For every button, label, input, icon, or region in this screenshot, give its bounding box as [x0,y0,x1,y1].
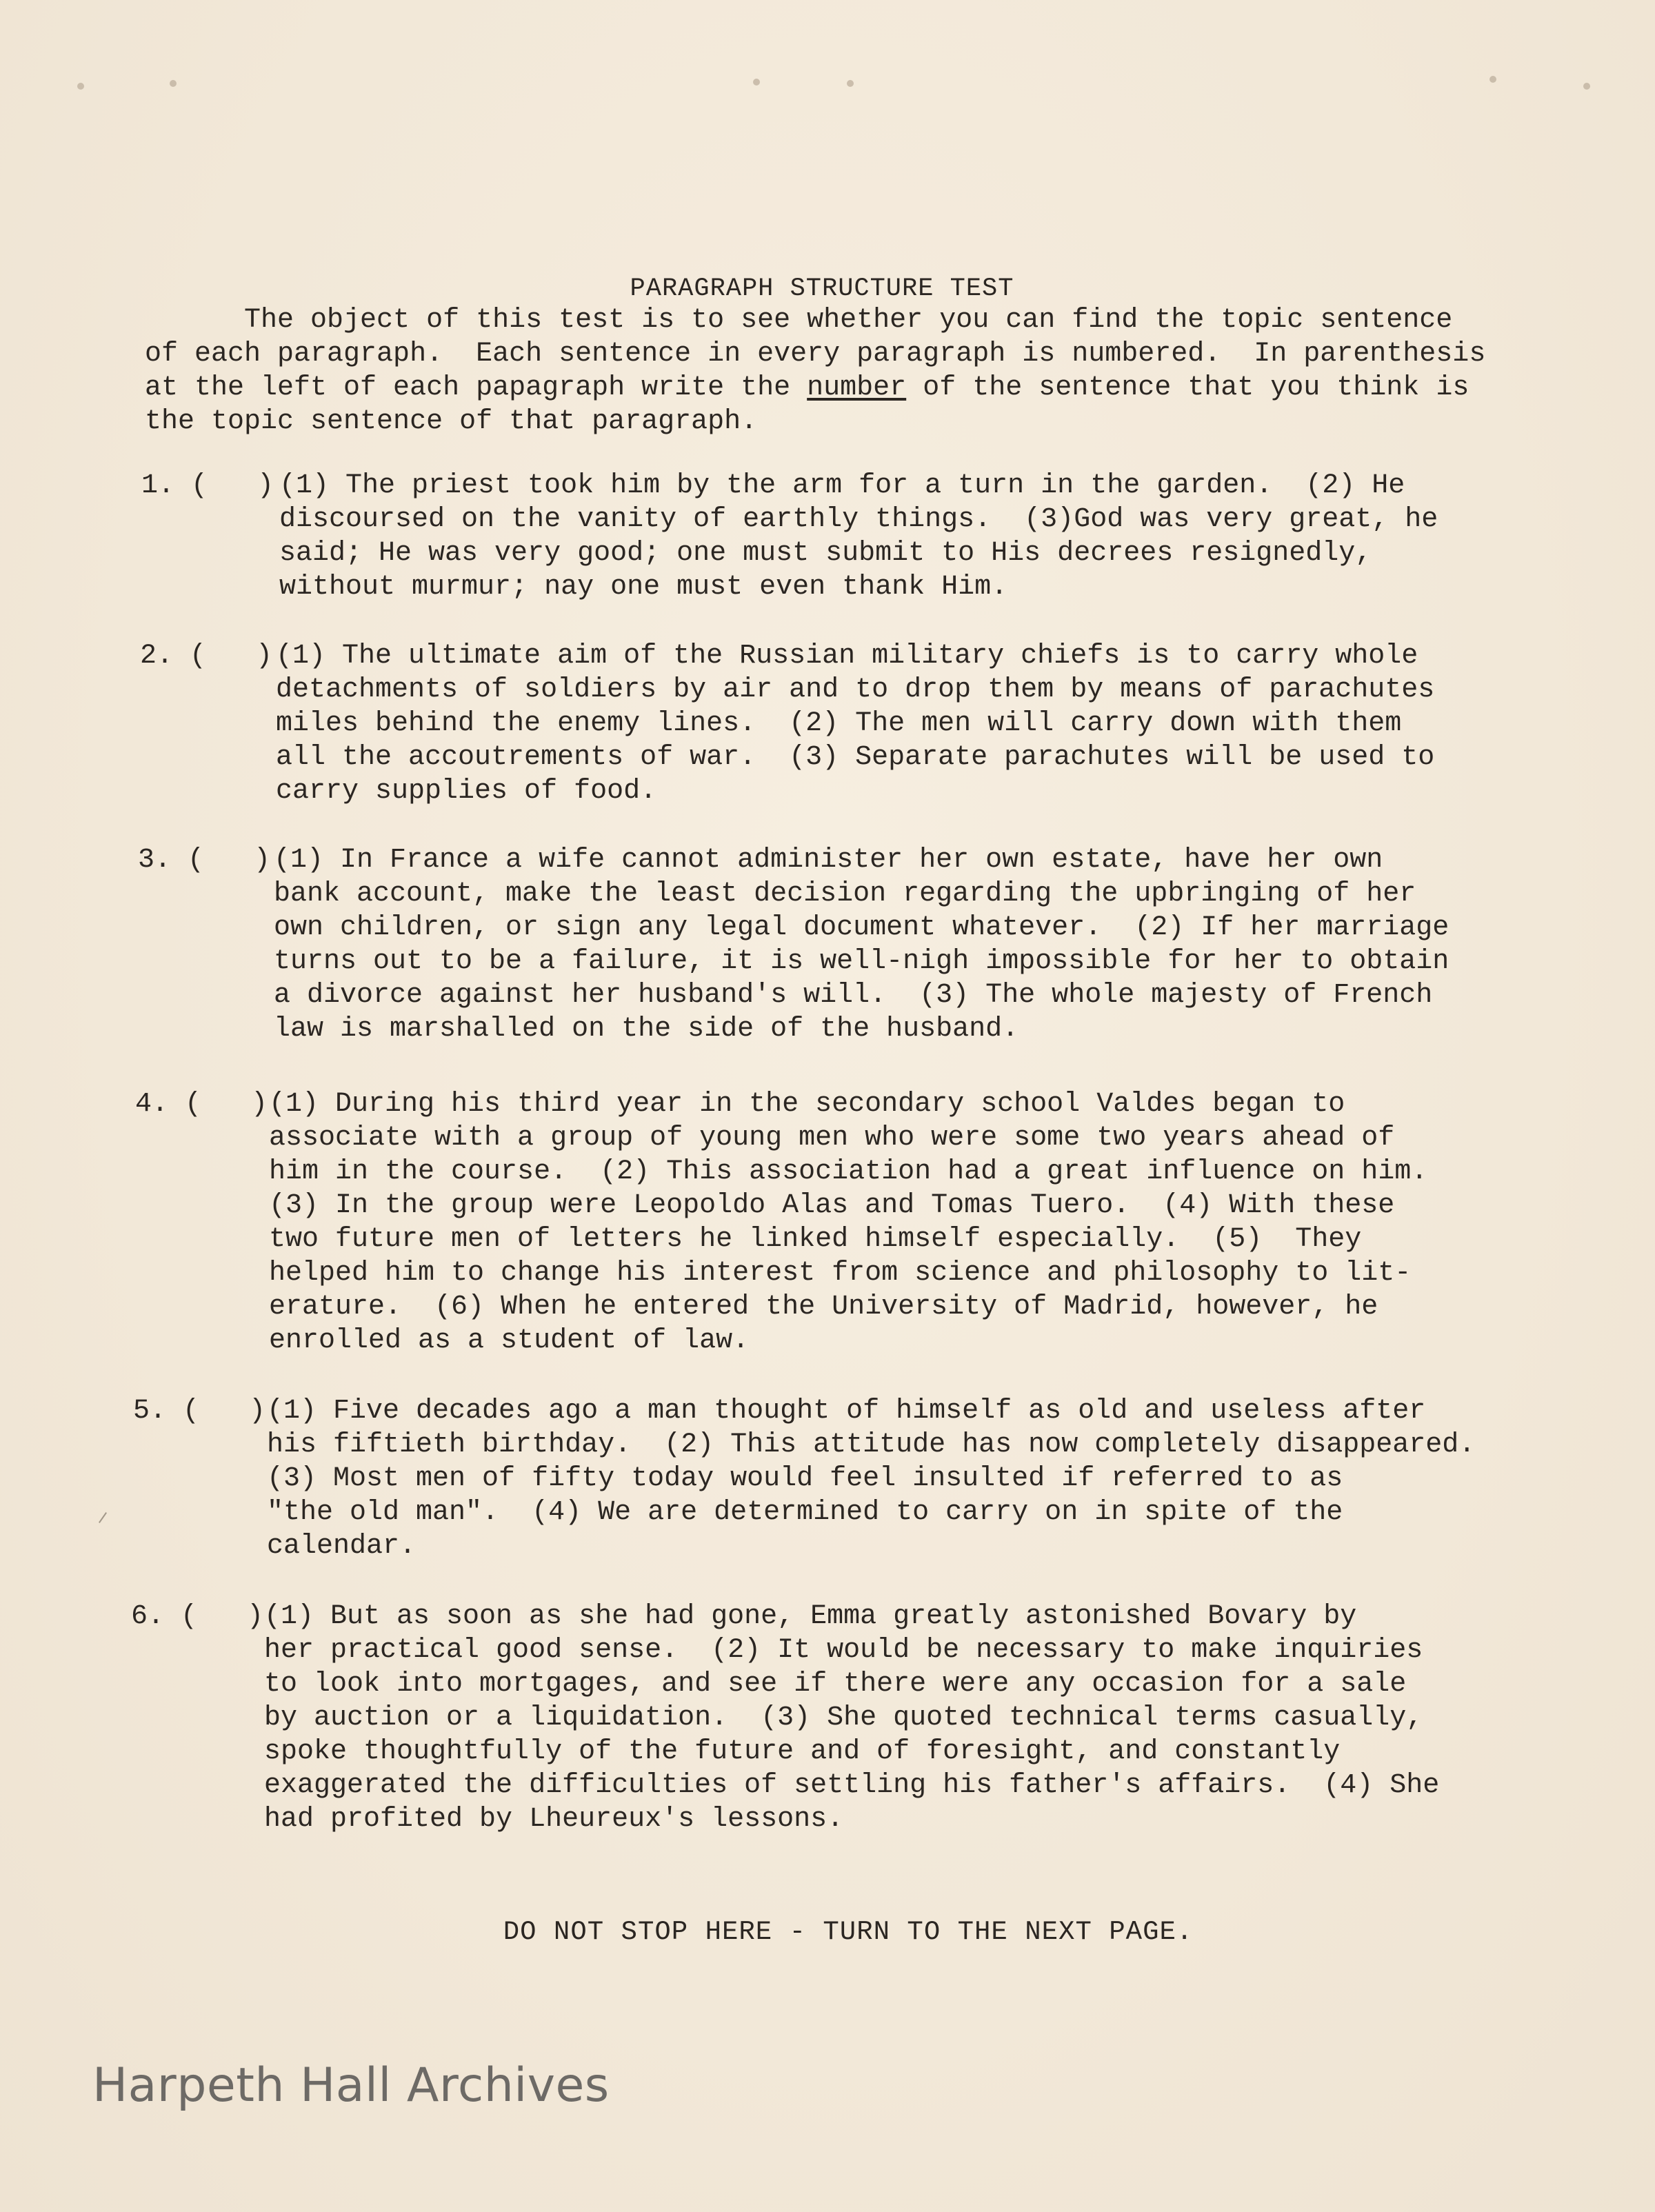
punch-hole-mark [1490,76,1496,83]
paragraph-line: (3) Most men of fifty today would feel insulted if referred to as [267,1463,1343,1494]
paragraph-text-2 [276,639,1434,808]
paragraph-text-5 [267,1394,1475,1563]
pencil-mark [99,1512,107,1523]
paragraph-text-6 [264,1600,1439,1836]
paragraph-line: had profited by Lheureux's lessons. [264,1804,844,1835]
paragraph-line: to look into mortgages, and see if there were any occasion for a sale [264,1669,1407,1700]
paragraph-line: a divorce against her husband's will. (3) The whole majesty of French [274,980,1433,1011]
intro-paragraph [145,303,1524,439]
answer-blank-4[interactable]: 4. ( ) [135,1089,268,1120]
paragraph-line: "the old man". (4) We are determined to carry on in spite of the [267,1497,1343,1528]
paragraph-line: without murmur; nay one must even thank Him. [279,572,1008,603]
paragraph-text-4 [269,1087,1427,1358]
punch-hole-mark [77,83,84,90]
paragraph-line: erature. (6) When he entered the University of Madrid, however, he [269,1291,1378,1323]
paragraph-line: bank account, make the least decision regarding the upbringing of her [274,878,1416,909]
answer-blank-5[interactable]: 5. ( ) [133,1396,266,1427]
paragraph-line: her practical good sense. (2) It would be necessary to make inquiries [264,1635,1423,1666]
intro-line: of the sentence that you think is [906,372,1470,403]
paragraph-line: own children, or sign any legal document whatever. (2) If her marriage [274,912,1450,943]
page-title: PARAGRAPH STRUCTURE TEST [630,274,1014,303]
intro-line: The object of this test is to see whether you can find the topic sentence [145,305,1453,336]
archive-watermark: Harpeth Hall Archives [92,2058,610,2113]
paragraph-line: spoke thoughtfully of the future and of foresight, and constantly [264,1736,1341,1767]
paragraph-line: said; He was very good; one must submit to His decrees resignedly, [279,538,1372,569]
paragraph-line: associate with a group of young men who were some two years ahead of [269,1123,1395,1154]
paragraph-text-1 [279,469,1438,604]
punch-hole-mark [1583,83,1590,90]
paragraph-line: carry supplies of food. [276,776,657,807]
paragraph-line: exaggerated the difficulties of settling his father's affairs. (4) She [264,1770,1440,1801]
paragraph-line: turns out to be a failure, it is well-nigh impossible for her to obtain [274,946,1450,977]
paragraph-line: (1) During his third year in the secondary school Valdes began to [269,1089,1345,1120]
paragraph-line: calendar. [267,1531,417,1562]
paragraph-line: helped him to change his interest from science and philosophy to lit- [269,1258,1412,1289]
answer-blank-3[interactable]: 3. ( ) [138,845,271,876]
paragraph-line: by auction or a liquidation. (3) She quoted technical terms casually, [264,1702,1423,1733]
paragraph-line: (1) But as soon as she had gone, Emma greatly astonished Bovary by [264,1601,1357,1632]
paragraph-line: (1) In France a wife cannot administer her own estate, have her own [274,845,1383,876]
answer-blank-2[interactable]: 2. ( ) [140,641,273,672]
paragraph-line: detachments of soldiers by air and to drop them by means of parachutes [276,674,1435,705]
paragraph-line: his fiftieth birthday. (2) This attitude has now completely disappeared. [267,1429,1476,1460]
punch-hole-mark [753,79,760,86]
paragraph-line: him in the course. (2) This association had a great influence on him. [269,1156,1428,1187]
paragraph-line: (1) The ultimate aim of the Russian military chiefs is to carry whole [276,641,1418,672]
intro-line: at the left of each papagraph write the [145,372,808,403]
paragraph-line: (1) Five decades ago a man thought of himself as old and useless after [267,1396,1426,1427]
answer-blank-1[interactable]: 1. ( ) [141,470,274,501]
punch-hole-mark [170,80,177,87]
answer-blank-6[interactable]: 6. ( ) [131,1601,264,1632]
punch-hole-mark [847,80,854,87]
paragraph-line: two future men of letters he linked himself especially. (5) They [269,1224,1362,1255]
paragraph-line: miles behind the enemy lines. (2) The men will carry down with them [276,708,1402,739]
footer-instruction: DO NOT STOP HERE - TURN TO THE NEXT PAGE. [503,1917,1194,1947]
paragraph-line: (3) In the group were Leopoldo Alas and Tomas Tuero. (4) With these [269,1190,1395,1221]
paragraph-text-3 [274,843,1449,1046]
paragraph-line: all the accoutrements of war. (3) Separate parachutes will be used to [276,742,1435,773]
underlined-word: number [807,372,907,403]
intro-line: of each paragraph. Each sentence in every paragraph is numbered. In parenthesis [145,339,1486,370]
intro-line: the topic sentence of that paragraph. [145,406,758,437]
paragraph-line: (1) The priest took him by the arm for a turn in the garden. (2) He [279,470,1405,501]
paragraph-line: law is marshalled on the side of the husband. [274,1014,1019,1045]
paragraph-line: enrolled as a student of law. [269,1325,750,1356]
paragraph-line: discoursed on the vanity of earthly things. (3)God was very great, he [279,504,1438,535]
